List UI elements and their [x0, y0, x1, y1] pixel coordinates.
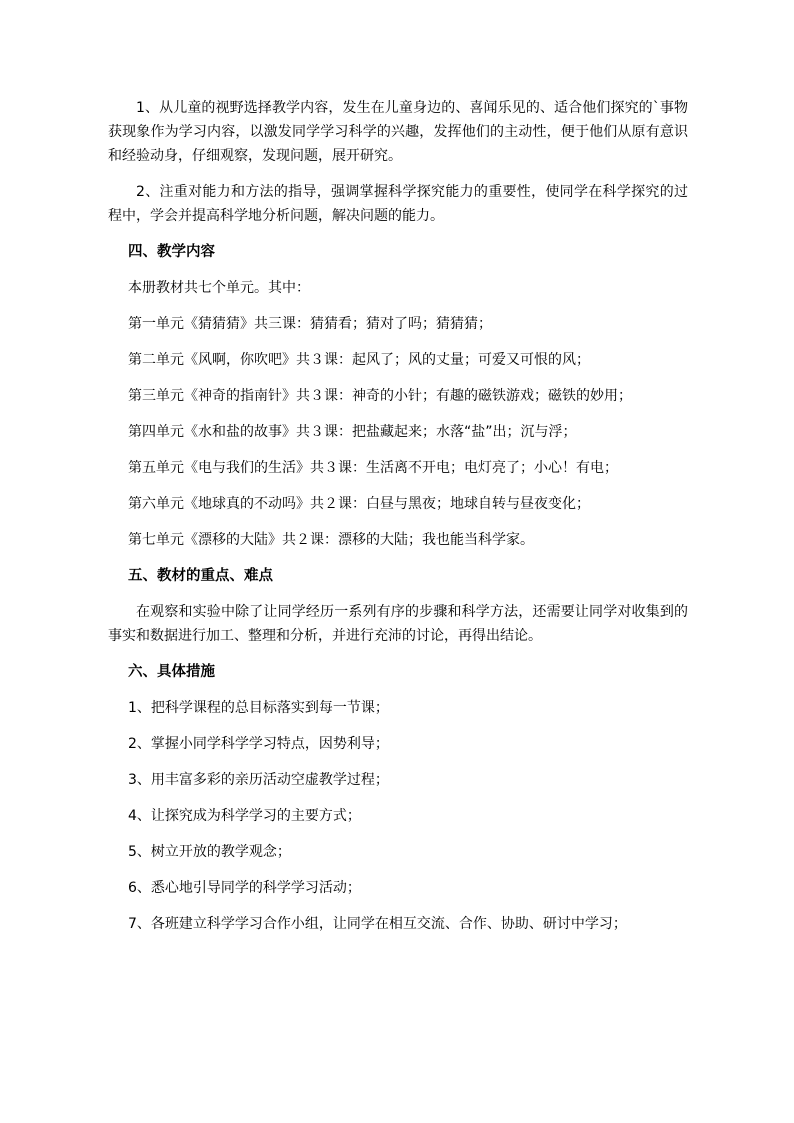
paragraph-principle-2: 2、注重对能力和方法的指导，强调掌握科学探究能力的重要性，使同学在科学探究的过程中，学会并提高科学地分析问题，解决问题的能力。 — [108, 184, 688, 224]
heading-teaching-content: 四、教学内容 — [128, 244, 215, 260]
heading-measures: 六、具体措施 — [128, 664, 215, 680]
measure-item-3: 3、用丰富多彩的亲历活动空虚教学过程； — [128, 772, 389, 788]
unit-line-3: 第三单元《神奇的指南针》共３课：神奇的小针；有趣的磁铁游戏；磁铁的妙用； — [128, 388, 632, 404]
unit-line-4: 第四单元《水和盐的故事》共３课：把盐藏起来；水落“盐”出；沉与浮； — [128, 424, 577, 440]
measure-item-2: 2、掌握小同学科学学习特点，因势利导； — [128, 736, 389, 752]
unit-line-6: 第六单元《地球真的不动吗》共２课：白昼与黑夜；地球自转与昼夜变化； — [128, 496, 590, 512]
measure-item-6: 6、悉心地引导同学的科学学习活动； — [128, 880, 361, 896]
measure-item-1: 1、把科学课程的总目标落实到每一节课； — [128, 700, 389, 716]
measure-item-5: 5、树立开放的教学观念； — [128, 844, 291, 860]
heading-key-points: 五、教材的重点、难点 — [128, 568, 273, 584]
unit-line-1: 第一单元《猜猜猜》共三课：猜猜看；猜对了吗；猜猜猜； — [128, 316, 492, 332]
paragraph-principle-1: 1、从儿童的视野选择教学内容，发生在儿童身边的、喜闻乐见的、适合他们探究的`事物获现象作为学习内容，以激发同学学习科学的兴趣，发挥他们的主动性，便于他们从原有意识和经验动身，仔细观察，发现问题，展开研究。 — [108, 100, 688, 164]
units-intro: 本册教材共七个单元。其中： — [128, 280, 310, 296]
measure-item-7: 7、各班建立科学学习合作小组，让同学在相互交流、合作、协助、研讨中学习； — [128, 916, 627, 932]
unit-line-7: 第七单元《漂移的大陆》共２课：漂移的大陆；我也能当科学家。 — [128, 532, 534, 548]
unit-line-2: 第二单元《风啊，你吹吧》共３课：起风了；风的丈量；可爱又可恨的风； — [128, 352, 590, 368]
measure-item-4: 4、让探究成为科学学习的主要方式； — [128, 808, 361, 824]
unit-line-5: 第五单元《电与我们的生活》共３课：生活离不开电；电灯亮了；小心！有电； — [128, 460, 618, 476]
document-page — [108, 96, 688, 936]
paragraph-key-points: 在观察和实验中除了让同学经历一系列有序的步骤和科学方法，还需要让同学对收集到的事实和数据进行加工、整理和分析，并进行充沛的讨论，再得出结论。 — [108, 604, 688, 644]
